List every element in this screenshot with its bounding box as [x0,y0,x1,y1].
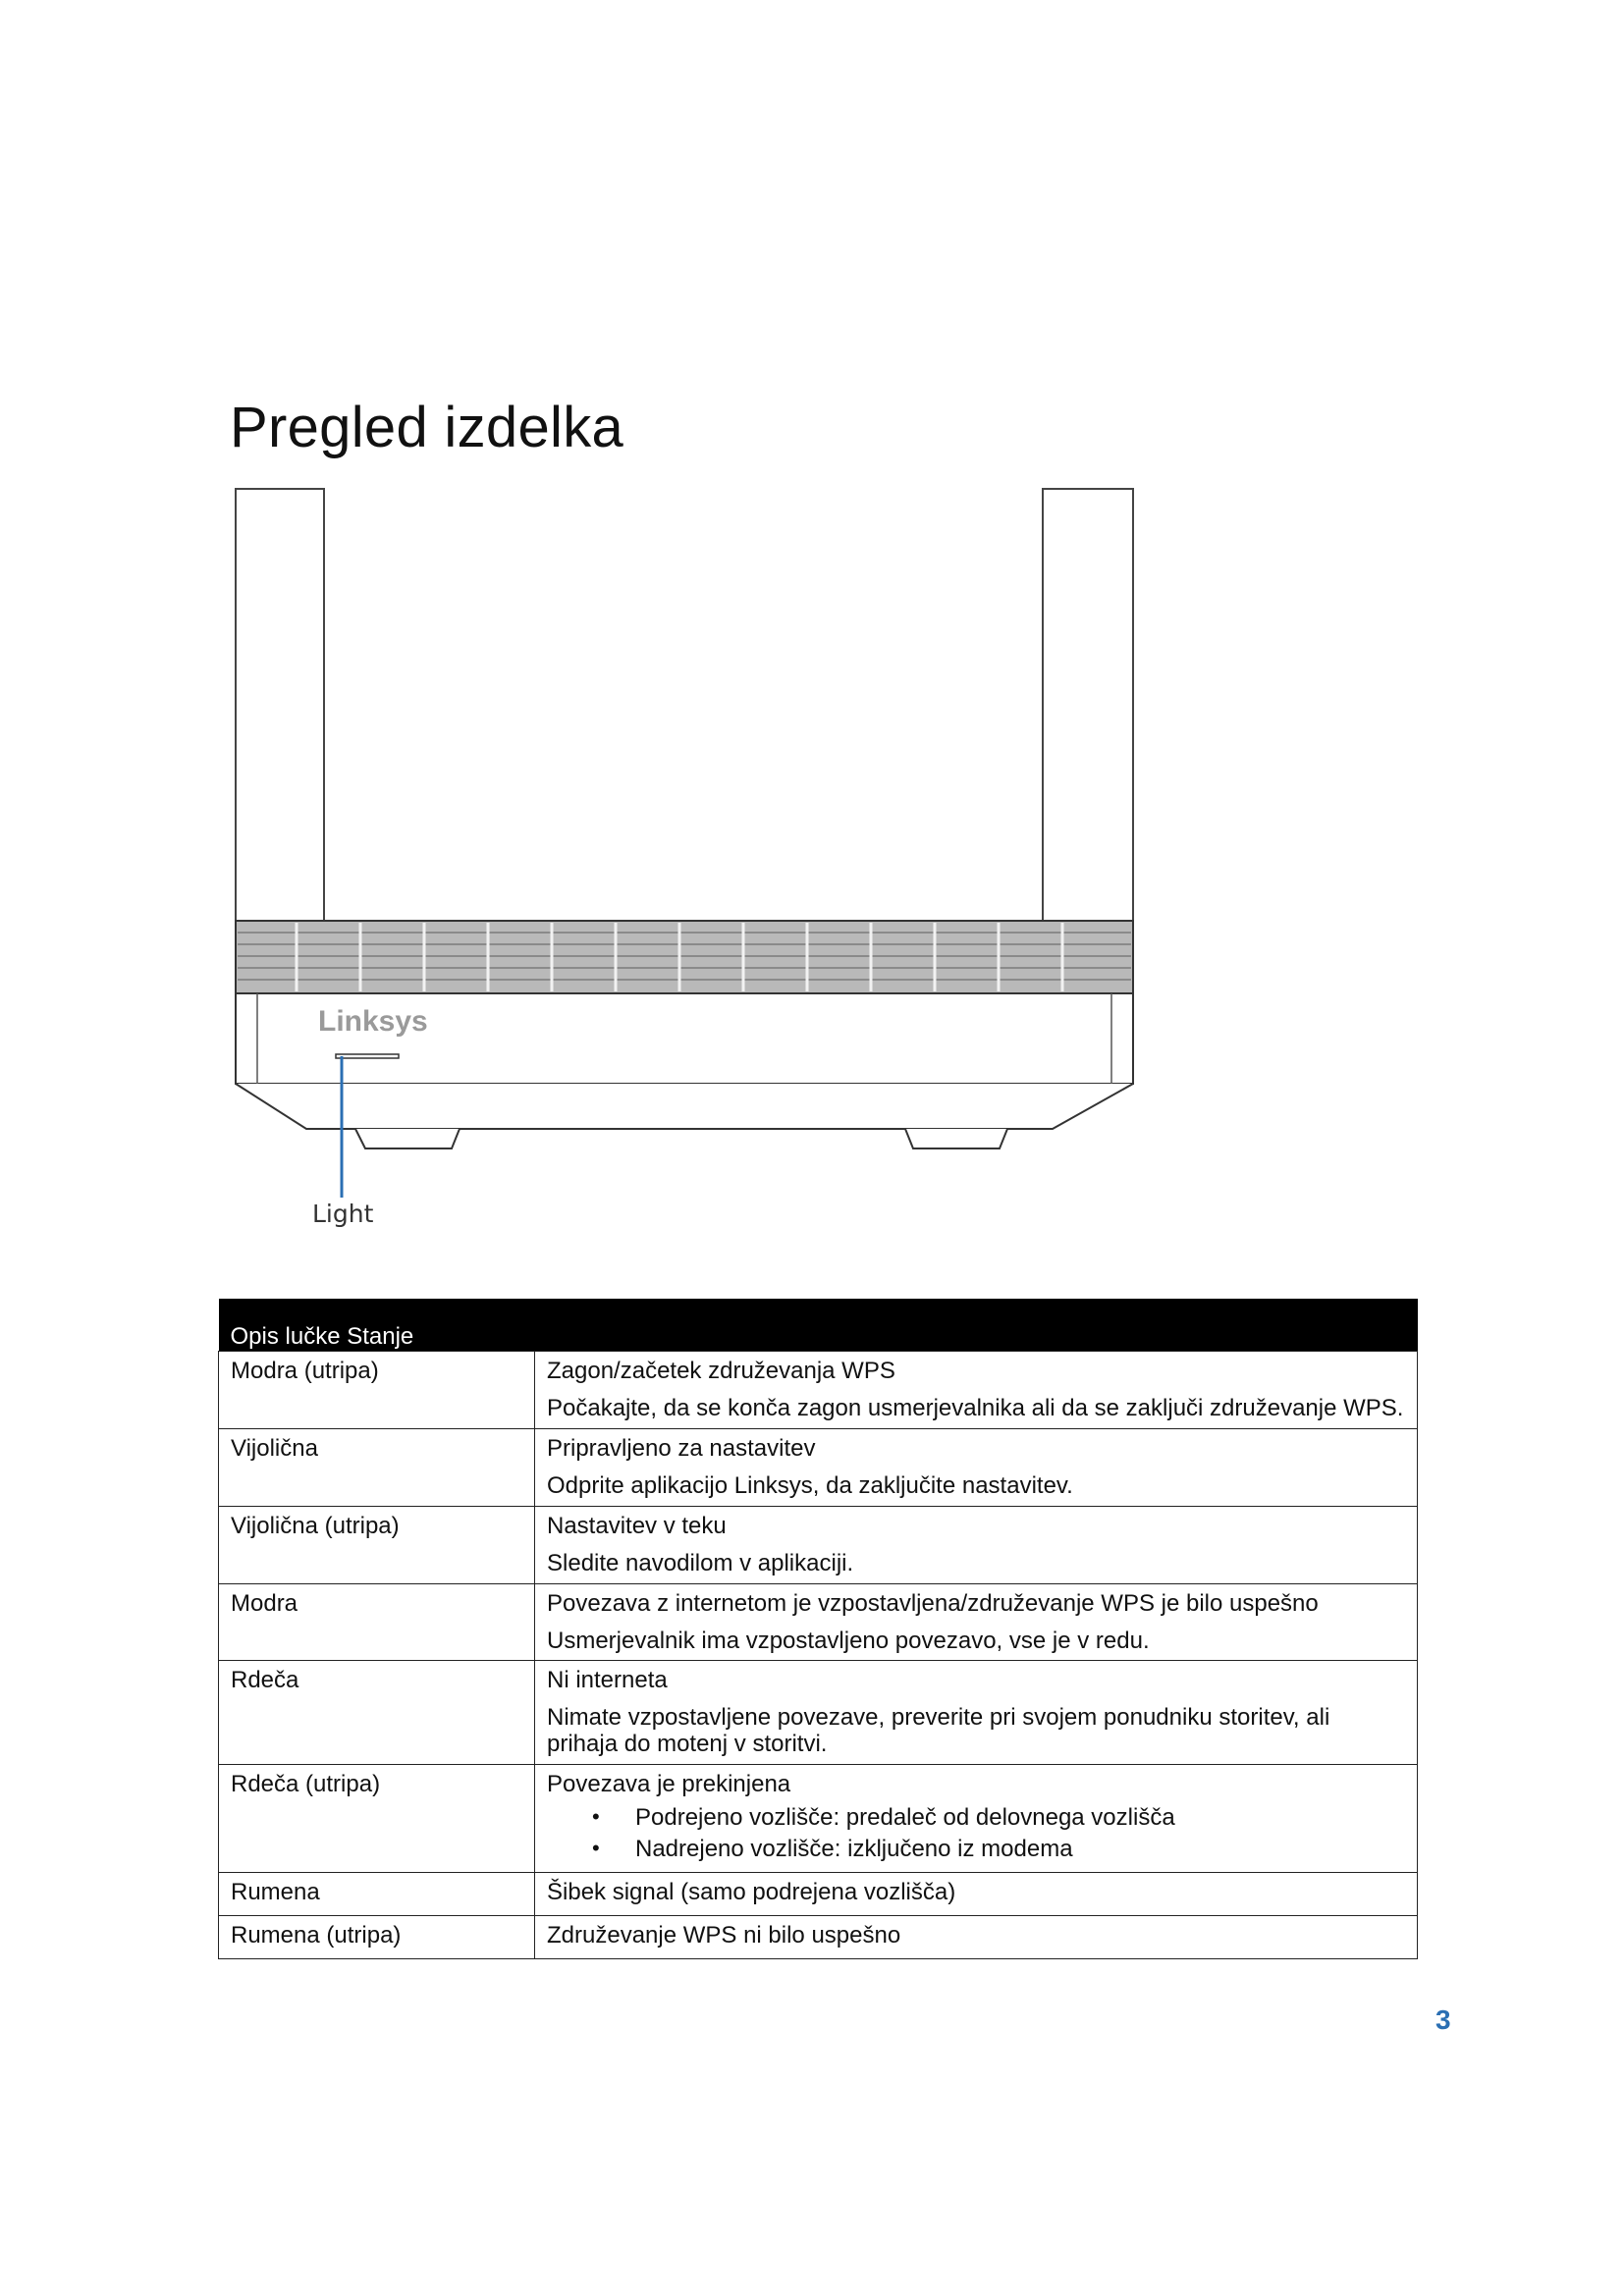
page-title: Pregled izdelka [230,396,624,459]
page-number: 3 [1435,2004,1451,2035]
bullet-item: • Podrejeno vozlišče: predaleč od delovnega vozlišča [635,1802,1405,1834]
led-status-table [218,1299,1418,1959]
description-line: Nimate vzpostavljene povezave, preverite pri svojem ponudniku storitev, ali prihaja do motenj v storitvi. [547,1703,1330,1758]
light-description [535,1872,1418,1915]
table-row [219,1507,1418,1584]
brand-logo: Linksys [318,1005,428,1038]
light-state: Modra (utripa) [219,1352,535,1429]
router-base [236,1084,1133,1129]
table-header-row [219,1299,1418,1352]
left-antenna [236,489,324,921]
description-line: Sledite navodilom v aplikaciji. [547,1549,854,1576]
bullet-item: • Nadrejeno vozlišče: izklјučeno iz modema [635,1834,1405,1865]
right-antenna [1043,489,1133,921]
light-description [535,1765,1418,1872]
light-state: Rdeča [219,1661,535,1765]
light-description [535,1507,1418,1584]
left-foot [355,1129,460,1148]
table-row [219,1429,1418,1507]
description-line: Nastavitev v teku [547,1513,727,1539]
table-header: Opis lučke Stanje [219,1299,1418,1352]
led-light-bar [336,1054,399,1058]
bullet-list [547,1802,1405,1866]
light-description [535,1584,1418,1661]
light-state: Rumena (utripa) [219,1915,535,1958]
table-row [219,1352,1418,1429]
light-state: Vijolična (utripa) [219,1507,535,1584]
description-line: Združevanje WPS ni bilo uspešno [547,1921,901,1949]
light-description [535,1429,1418,1507]
table-row [219,1915,1418,1958]
router-illustration [228,481,1151,1247]
description-line: Pripravljeno za nastavitev [547,1435,816,1462]
light-description [535,1915,1418,1958]
table-row [219,1765,1418,1872]
light-state: Rumena [219,1872,535,1915]
table-row [219,1584,1418,1661]
description-line: Zagon/začetek združevanja WPS [547,1358,895,1384]
light-state: Rdeča (utripa) [219,1765,535,1872]
description-line: Povezava je prekinjena [547,1771,791,1798]
description-line: Šibek signal (samo podrejena vozlišča) [547,1878,956,1905]
description-line: Počakajte, da se konča zagon usmerjevalnika ali da se zaključi združevanje WPS. [547,1394,1404,1421]
light-callout-label: Light [312,1200,374,1228]
description-line: Odprite aplikacijo Linksys, da zaključite nastavitev. [547,1471,1073,1499]
light-state: Modra [219,1584,535,1661]
table-row [219,1661,1418,1765]
table-row [219,1872,1418,1915]
description-line: Povezava z internetom je vzpostavljena/združevanje WPS je bilo uspešno [547,1590,1319,1617]
right-foot [905,1129,1007,1148]
description-line: Ni interneta [547,1667,668,1694]
light-description [535,1352,1418,1429]
light-description [535,1661,1418,1765]
description-line: Usmerjevalnik ima vzpostavljeno povezavo, vse je v redu. [547,1627,1150,1654]
light-state: Vijolična [219,1429,535,1507]
